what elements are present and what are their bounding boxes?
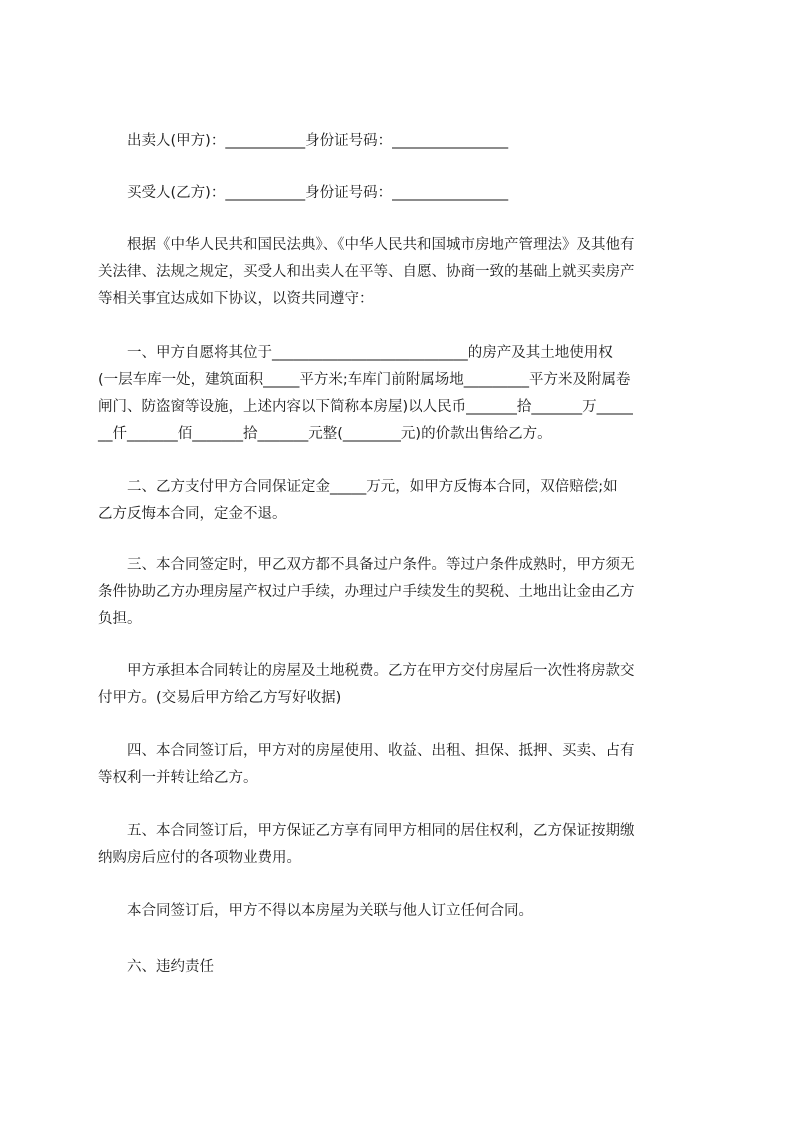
- text-line: 买受人(乙方)：___________身份证号码：________________: [127, 185, 509, 201]
- clause-3b-paragraph: [98, 658, 702, 712]
- clause-2-paragraph: [98, 474, 702, 528]
- text-line: 关法律、法规之规定，买受人和出卖人在平等、自愿、协商一致的基础上就买卖房产: [98, 264, 635, 280]
- seller-line: [98, 128, 702, 155]
- text-line: 出卖人(甲方)：___________身份证号码：________________: [127, 133, 509, 149]
- text-line: 四、本合同签订后，甲方对的房屋使用、收益、出租、担保、抵押、买卖、占有: [127, 743, 635, 759]
- clause-6-heading: [98, 954, 702, 981]
- clause-4-paragraph: [98, 738, 702, 792]
- text-line: __仟_______佰_______拾_______元整(________元)的价款出售给乙方。: [98, 426, 552, 442]
- text-line: 根据《中华人民共和国民法典》、《中华人民共和国城市房地产管理法》及其他有: [127, 237, 635, 253]
- preamble-paragraph: [98, 232, 702, 313]
- clause-3-paragraph: [98, 552, 702, 633]
- buyer-line: [98, 180, 702, 207]
- clause-5-paragraph: [98, 818, 702, 872]
- clause-5b-paragraph: [98, 898, 702, 925]
- text-line: 付甲方。(交易后甲方给乙方写好收据): [98, 690, 342, 706]
- text-line: 负担。: [98, 611, 142, 627]
- text-line: 甲方承担本合同转让的房屋及土地税费。乙方在甲方交付房屋后一次性将房款交: [127, 663, 635, 679]
- text-line: 本合同签订后，甲方不得以本房屋为关联与他人订立任何合同。: [127, 903, 533, 919]
- text-line: 闸门、防盗窗等设施，上述内容以下简称本房屋)以人民币_______拾_______万_____: [98, 399, 633, 415]
- text-line: 纳购房后应付的各项物业费用。: [98, 850, 301, 866]
- text-line: 五、本合同签订后，甲方保证乙方享有同甲方相同的居住权利，乙方保证按期缴: [127, 823, 635, 839]
- text-line: 一、甲方自愿将其位于___________________________的房产及其土地使用权: [127, 345, 613, 361]
- text-line: 等权利一并转让给乙方。: [98, 770, 258, 786]
- text-line: 三、本合同签定时，甲乙双方都不具备过户条件。等过户条件成熟时，甲方须无: [127, 557, 635, 573]
- clause-1-paragraph: [98, 340, 702, 448]
- text-line: 乙方反悔本合同，定金不退。: [98, 506, 287, 522]
- text-line: 二、乙方支付甲方合同保证定金_____万元，如甲方反悔本合同，双倍赔偿;如: [127, 479, 618, 495]
- text-line: 六、违约责任: [127, 959, 214, 975]
- text-line: (一层车库一处，建筑面积_____平方米;车库门前附属场地_________平方米及附属卷: [98, 372, 631, 388]
- text-line: 条件协助乙方办理房屋产权过户手续，办理过户手续发生的契税、土地出让金由乙方: [98, 584, 635, 600]
- text-line: 等相关事宜达成如下协议，以资共同遵守：: [98, 291, 374, 307]
